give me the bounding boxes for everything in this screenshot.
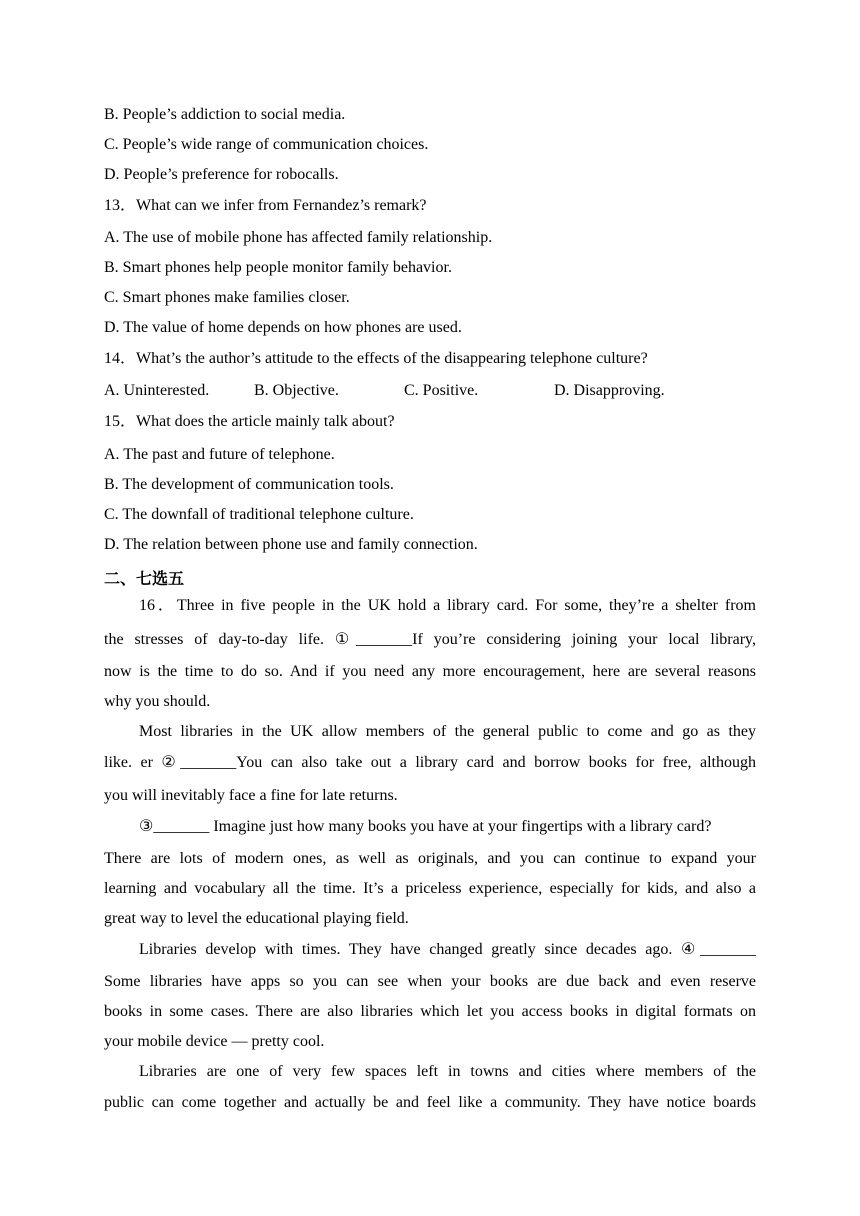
passage-line: ③_______ Imagine just how many books you have at your fingertips with a library card?	[139, 818, 712, 835]
q15-option-a[interactable]: A. The past and future of telephone.	[104, 446, 335, 463]
q15-option-c[interactable]: C. The downfall of traditional telephone culture.	[104, 506, 414, 523]
q13-option-d[interactable]: D. The value of home depends on how phones are used.	[104, 319, 462, 336]
passage-line: the stresses of day-to-day life. ①_______If you’re considering joining your local library,	[104, 631, 756, 648]
passage-line: Libraries develop with times. They have changed greatly since decades ago. ④_______	[139, 941, 756, 958]
q14-stem: 14．What’s the author’s attitude to the effects of the disappearing telephone culture?	[104, 350, 648, 367]
passage-line: Some libraries have apps so you can see when your books are due back and even reserve	[104, 973, 756, 990]
passage-line: 16．Three in five people in the UK hold a library card. For some, they’re a shelter from	[139, 597, 756, 614]
passage-line: why you should.	[104, 693, 211, 710]
passage-line: Libraries are one of very few spaces left in towns and cities where members of the	[139, 1063, 756, 1080]
passage-line: great way to level the educational playing field.	[104, 910, 409, 927]
passage-line: you will inevitably face a fine for late returns.	[104, 787, 398, 804]
q14-option-b[interactable]: B. Objective.	[254, 382, 339, 399]
q13-stem: 13．What can we infer from Fernandez’s remark?	[104, 197, 427, 214]
section-heading: 二、七选五	[104, 569, 185, 588]
q15-option-d[interactable]: D. The relation between phone use and family connection.	[104, 536, 478, 553]
q14-option-a[interactable]: A. Uninterested.	[104, 382, 210, 399]
q15-option-b[interactable]: B. The development of communication tools.	[104, 476, 394, 493]
passage-line: books in some cases. There are also libraries which let you access books in digital formats on	[104, 1003, 756, 1020]
q12-option-c[interactable]: C. People’s wide range of communication choices.	[104, 136, 429, 153]
q12-option-d[interactable]: D. People’s preference for robocalls.	[104, 166, 339, 183]
q14-option-c[interactable]: C. Positive.	[404, 382, 479, 399]
q14-option-d[interactable]: D. Disapproving.	[554, 382, 665, 399]
passage-line: Most libraries in the UK allow members of the general public to come and go as they	[139, 723, 756, 740]
q13-option-a[interactable]: A. The use of mobile phone has affected family relationship.	[104, 229, 493, 246]
passage-line: learning and vocabulary all the time. It’s a priceless experience, especially for kids, and also a	[104, 880, 756, 897]
passage-line: now is the time to do so. And if you need any more encouragement, here are several reasons	[104, 663, 756, 680]
passage-line: There are lots of modern ones, as well as originals, and you can continue to expand your	[104, 850, 756, 867]
passage-line: your mobile device — pretty cool.	[104, 1033, 325, 1050]
q13-option-b[interactable]: B. Smart phones help people monitor family behavior.	[104, 259, 452, 276]
q13-option-c[interactable]: C. Smart phones make families closer.	[104, 289, 350, 306]
passage-line: like. er ②_______You can also take out a library card and borrow books for free, although	[104, 754, 756, 771]
q12-option-b[interactable]: B. People’s addiction to social media.	[104, 106, 346, 123]
q15-stem: 15．What does the article mainly talk about?	[104, 413, 395, 430]
passage-line: public can come together and actually be and feel like a community. They have notice boards	[104, 1094, 756, 1111]
